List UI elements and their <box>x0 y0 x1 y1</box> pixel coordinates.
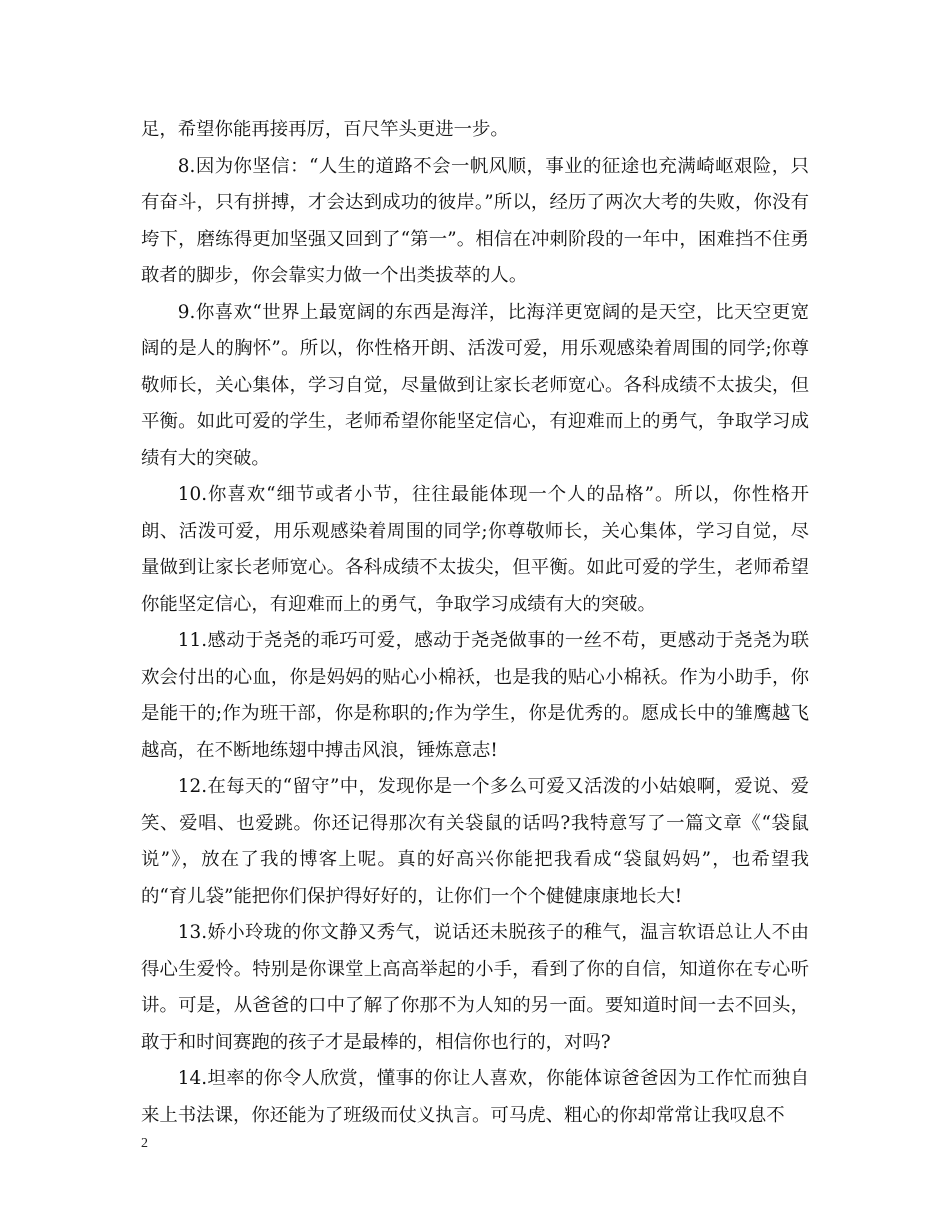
paragraph-item-11: 11.感动于尧尧的乖巧可爱，感动于尧尧做事的一丝不苟，更感动于尧尧为联欢会付出的心血，你是妈妈的贴心小棉袄，也是我的贴心小棉袄。作为小助手，你是能干的;作为班干部，你是称职的;作为学生，你是优秀的。愿成长中的雏鹰越飞越高，在不断地练翅中搏击风浪，锤炼意志! <box>141 630 809 761</box>
document-body <box>141 112 809 1134</box>
page-number: 2 <box>141 1136 148 1151</box>
paragraph-item-9: 9.你喜欢“世界上最宽阔的东西是海洋，比海洋更宽阔的是天空，比天空更宽阔的是人的胸怀”。所以，你性格开朗、活泼可爱，用乐观感染着周围的同学;你尊敬师长，关心集体，学习自觉，尽量做到让家长老师宽心。各科成绩不太拔尖，但平衡。如此可爱的学生，老师希望你能坚定信心，有迎难而上的勇气，争取学习成绩有大的突破。 <box>141 301 809 469</box>
paragraph-item-12: 12.在每天的“留守”中，发现你是一个多么可爱又活泼的小姑娘啊，爱说、爱笑、爱唱、也爱跳。你还记得那次有关袋鼠的话吗?我特意写了一篇文章《“袋鼠说”》，放在了我的博客上呢。真的好高兴你能把我看成“袋鼠妈妈”，也希望我的“育儿袋”能把你们保护得好好的，让你们一个个健健康康地长大! <box>141 776 809 907</box>
paragraph-item-8: 8.因为你坚信：“人生的道路不会一帆风顺，事业的征途也充满崎岖艰险，只有奋斗，只有拼搏，才会达到成功的彼岸。”所以，经历了两次大考的失败，你没有垮下，磨练得更加坚强又回到了“第一”。相信在冲刺阶段的一年中，困难挡不住勇敢者的脚步，你会靠实力做一个出类拔萃的人。 <box>141 155 809 286</box>
paragraph-item-14: 14.坦率的你令人欣赏，懂事的你让人喜欢，你能体谅爸爸因为工作忙而独自来上书法课，你还能为了班级而仗义执言。可马虎、粗心的你却常常让我叹息不 <box>141 1068 809 1126</box>
paragraph-item-10: 10.你喜欢“细节或者小节，往往最能体现一个人的品格”。所以，你性格开朗、活泼可爱，用乐观感染着周围的同学;你尊敬师长，关心集体，学习自觉，尽量做到让家长老师宽心。各科成绩不太拔尖，但平衡。如此可爱的学生，老师希望你能坚定信心，有迎难而上的勇气，争取学习成绩有大的突破。 <box>141 484 809 615</box>
paragraph-continuation: 足，希望你能再接再厉，百尺竿头更进一步。 <box>141 119 509 140</box>
paragraph-item-13: 13.娇小玲珑的你文静又秀气，说话还未脱孩子的稚气，温言软语总让人不由得心生爱怜。特别是你课堂上高高举起的小手，看到了你的自信，知道你在专心听讲。可是，从爸爸的口中了解了你那不为人知的另一面。要知道时间一去不回头，敢于和时间赛跑的孩子才是最棒的，相信你也行的，对吗? <box>141 922 809 1053</box>
